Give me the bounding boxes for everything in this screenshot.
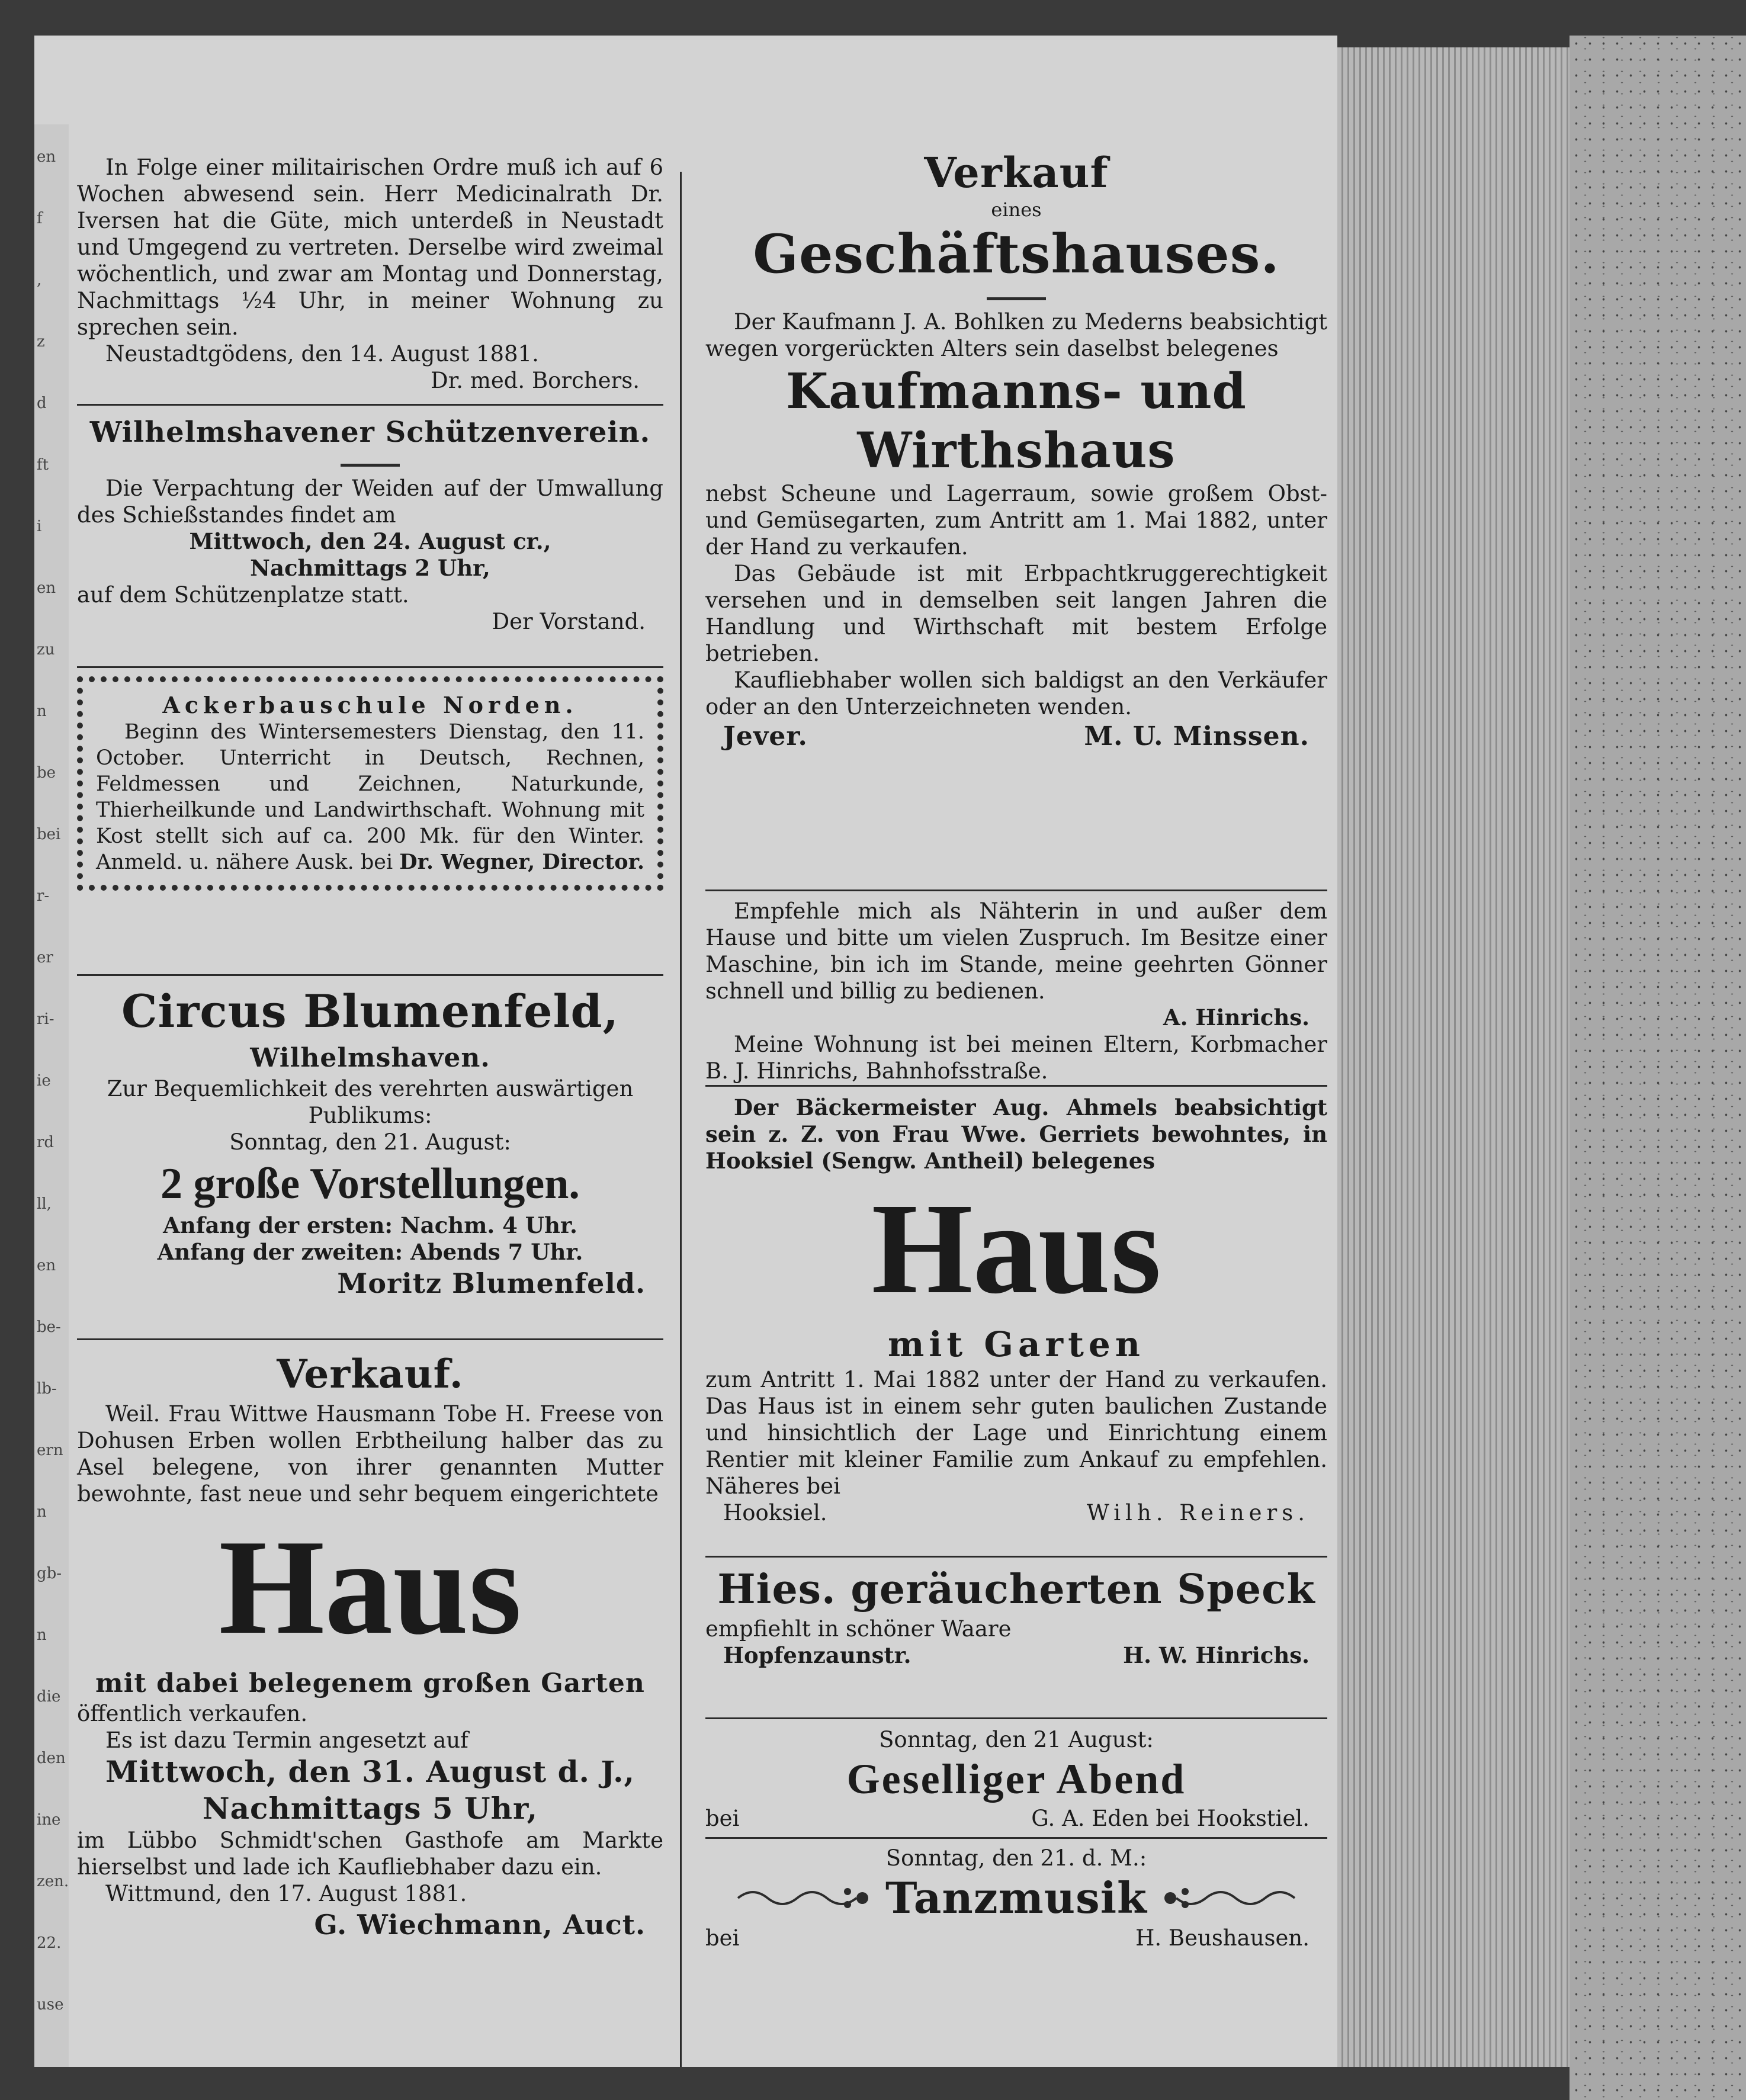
ad-text-3: Das Gebäude ist mit Erbpachtkruggerechtigkeit versehen und in demselben seit langen Jahren die Handlung und Wirthschaft mit bestem Erfolge betrieben. — [705, 561, 1327, 666]
ad-circus — [77, 982, 663, 1301]
ad-heading: Ackerbauschule Norden. — [162, 692, 578, 718]
ad-bei: bei — [705, 1925, 740, 1951]
ad-place: Jever. — [723, 721, 808, 752]
ad-director: Dr. Wegner, Director. — [399, 850, 645, 874]
ad-text: Empfehle mich als Nähterin in und außer dem Hause und bitte um vielen Zuspruch. Im Besitze einer Maschine, bin ich im Stande, meine geehrten Gönner schnell und billig zu bedienen. — [705, 898, 1327, 1004]
ad-heading-2: eines — [991, 198, 1042, 221]
separator-rule — [705, 1556, 1327, 1558]
ad-heading: Tanzmusik — [885, 1873, 1147, 1923]
ad-text-3: im Lübbo Schmidt'schen Gasthofe am Markte hierselbst und lade ich Kaufliebhaber dazu ein. — [77, 1828, 663, 1880]
margin-fragment: en — [37, 148, 56, 166]
ad-subheading: mit Garten — [888, 1324, 1145, 1364]
ad-first-show: Anfang der ersten: Nachm. 4 Uhr. — [163, 1212, 577, 1238]
ad-text-2: öffentlich verkaufen. — [77, 1701, 308, 1726]
ad-haus-hooksiel — [705, 1094, 1327, 1526]
ad-signature: Wilh. Reiners. — [1086, 1500, 1310, 1526]
margin-fragment: die — [37, 1688, 61, 1706]
ad-text-2: nebst Scheune und Lagerraum, sowie großem Obst- und Gemüsegarten, zum Antritt am 1. Mai 1882, unter der Hand zu verkaufen. — [705, 481, 1327, 560]
ad-signature: G. A. Eden bei Hookstiel. — [1031, 1806, 1310, 1831]
margin-fragment: ie — [37, 1072, 51, 1090]
ad-text-2: zum Antritt 1. Mai 1882 unter der Hand zu verkaufen. Das Haus ist in einem sehr guten baulichen Zustande und hinsichtlich der Lage und Einrichtung einem Rentier mit kleiner Familie zum Ankauf zu empfehlen. Näheres bei — [705, 1367, 1327, 1499]
ad-big-line: 2 große Vorstellungen. — [161, 1160, 580, 1208]
margin-fragment: lb- — [37, 1380, 57, 1398]
ad-heading: Verkauf — [924, 148, 1109, 197]
ad-geselliger-abend — [705, 1726, 1327, 1832]
ad-borchers — [77, 154, 663, 394]
book-page-edges — [1337, 47, 1586, 2067]
short-rule — [987, 297, 1046, 300]
margin-fragment: rd — [37, 1134, 54, 1151]
margin-fragment: r- — [37, 887, 50, 905]
ad-big-word: Haus — [871, 1176, 1161, 1321]
ad-signature: H. Beushausen. — [1135, 1925, 1310, 1951]
ad-second-show: Anfang der zweiten: Abends 7 Uhr. — [157, 1239, 583, 1265]
ad-heading: Wilhelmshavener Schützenverein. — [89, 416, 651, 449]
margin-fragment: d — [37, 394, 47, 412]
margin-fragment: n — [37, 702, 47, 720]
ad-verkauf-asel — [77, 1347, 663, 1942]
ad-signature: Der Vorstand. — [492, 609, 646, 634]
ad-geschaeftshaus — [705, 148, 1327, 753]
ad-text-2: Meine Wohnung ist bei meinen Eltern, Korbmacher B. J. Hinrichs, Bahnhofsstraße. — [705, 1032, 1327, 1084]
margin-fragment: ine — [37, 1811, 61, 1829]
margin-fragment: bei — [37, 826, 61, 843]
ornament-left-icon — [735, 1883, 871, 1913]
separator-rule — [77, 666, 663, 668]
ad-garden: mit dabei belegenem großen Garten — [95, 1668, 645, 1698]
margin-fragment: er — [37, 949, 53, 966]
margin-fragment: ri- — [37, 1010, 54, 1028]
separator-rule — [77, 974, 663, 976]
ad-termin: Es ist dazu Termin angesetzt auf — [105, 1727, 468, 1753]
margin-fragment: i — [37, 518, 42, 535]
notice-text: In Folge einer militairischen Ordre muß ich auf 6 Wochen abwesend sein. Herr Medicinalrath Dr. Iversen hat die Güte, mich unterdeß in Neustadt und Umgegend zu vertreten. Derselbe wird zweimal wöchentlich, und zwar am Montag und Donnerstag, Nachmittags ½4 Uhr, in meiner Wohnung zu sprechen sein. — [77, 155, 663, 340]
margin-fragment: f — [37, 210, 43, 227]
separator-rule — [705, 1085, 1327, 1087]
ad-ackerbauschule — [77, 676, 663, 891]
ad-text: Beginn des Wintersemesters Dienstag, den 11. October. Unterricht in Deutsch, Rechnen, Feldmessen und Zeichnen, Naturkunde, Thierheilkunde und Landwirthschaft. Wohnung mit Kost stellt sich auf ca. 200 Mk. für den Winter. Anmeld. u. nähere Ausk. bei — [96, 720, 644, 874]
previous-page-margin — [34, 124, 69, 2067]
ad-text: Die Verpachtung der Weiden auf der Umwallung des Schießstandes findet am — [77, 476, 663, 528]
newspaper-page — [34, 36, 1337, 2067]
margin-fragment: ern — [37, 1441, 63, 1459]
margin-fragment: den — [37, 1749, 66, 1767]
margin-fragment: 22. — [37, 1934, 62, 1952]
ad-heading-3: Geschäftshauses. — [753, 223, 1280, 285]
ornament-right-icon — [1161, 1883, 1298, 1913]
ad-heading: Circus Blumenfeld, — [121, 985, 620, 1038]
margin-fragment: zen. — [37, 1873, 69, 1890]
ad-heading: Hies. geräucherten Speck — [717, 1566, 1315, 1613]
margin-fragment: be — [37, 764, 56, 782]
separator-rule — [77, 1338, 663, 1340]
ad-big-2: Wirthshaus — [857, 422, 1176, 479]
separator-rule — [705, 1837, 1327, 1839]
ad-text-4: Kaufliebhaber wollen sich baldigst an den Verkäufer oder an den Unterzeichneten wenden. — [705, 667, 1327, 720]
ad-signature: M. U. Minssen. — [1084, 721, 1310, 752]
ad-naeherin — [705, 898, 1327, 1084]
ad-bei: bei — [705, 1806, 740, 1831]
margin-fragment: zu — [37, 641, 55, 659]
margin-fragment: use — [37, 1996, 64, 2014]
ad-date: Mittwoch, den 31. August d. J., — [105, 1754, 635, 1789]
ad-big-word: Haus — [219, 1511, 522, 1662]
ad-text: Weil. Frau Wittwe Hausmann Tobe H. Freese von Dohusen Erben wollen Erbtheilung halber das zu Asel belegene, von ihrer genannten Mutter bewohnte, fast neue und sehr bequem eingerichtete — [77, 1401, 663, 1507]
ad-time: Nachmittags 2 Uhr, — [250, 555, 490, 581]
notice-place-date: Neustadtgödens, den 14. August 1881. — [105, 341, 539, 367]
ad-date: Sonntag, den 21. d. M.: — [885, 1845, 1147, 1871]
ad-text-2: auf dem Schützenplatze statt. — [77, 582, 409, 608]
ad-place-date: Wittmund, den 17. August 1881. — [105, 1881, 467, 1906]
ad-signature: A. Hinrichs. — [1163, 1004, 1310, 1030]
ad-date: Mittwoch, den 24. August cr., — [189, 528, 551, 554]
ad-signature: Moritz Blumenfeld. — [337, 1267, 646, 1299]
ad-signature: G. Wiechmann, Auct. — [314, 1909, 646, 1941]
book-cover-marbled — [1570, 36, 1746, 2100]
separator-rule — [705, 890, 1327, 891]
separator-rule — [77, 404, 663, 406]
margin-fragment: n — [37, 1626, 47, 1644]
ad-signature: H. W. Hinrichs. — [1123, 1642, 1310, 1668]
margin-fragment: gb- — [37, 1565, 62, 1582]
ad-date: Sonntag, den 21. August: — [229, 1129, 511, 1155]
ad-heading: Verkauf. — [277, 1351, 464, 1397]
margin-fragment: , — [37, 271, 42, 289]
separator-rule — [705, 1717, 1327, 1719]
ad-place: Hopfenzaunstr. — [723, 1642, 911, 1668]
ad-heading: Geselliger Abend — [846, 1755, 1186, 1803]
margin-fragment: n — [37, 1503, 47, 1521]
ad-date: Sonntag, den 21 August: — [879, 1727, 1154, 1752]
margin-fragment: ll, — [37, 1195, 52, 1213]
margin-fragment: ft — [37, 456, 49, 474]
margin-fragment: z — [37, 333, 45, 351]
margin-fragment: be- — [37, 1318, 61, 1336]
margin-fragment: en — [37, 1257, 56, 1274]
ad-text: Zur Bequemlichkeit des verehrten auswärtigen Publikums: — [107, 1076, 634, 1128]
ad-place: Wilhelmshaven. — [250, 1043, 490, 1073]
ad-schuetzenverein — [77, 412, 663, 635]
ad-text: Der Bäckermeister Aug. Ahmels beabsichtigt sein z. Z. von Frau Wwe. Gerriets bewohntes, in Hooksiel (Sengw. Antheil) belegenes — [705, 1094, 1327, 1174]
ad-time: Nachmittags 5 Uhr, — [202, 1791, 538, 1826]
ad-place: Hooksiel. — [723, 1500, 827, 1526]
ad-text: empfiehlt in schöner Waare — [705, 1616, 1012, 1642]
ad-tanzmusik — [705, 1845, 1327, 1951]
margin-fragment: en — [37, 579, 56, 597]
ad-big-1: Kaufmanns- und — [786, 363, 1247, 420]
notice-signature: Dr. med. Borchers. — [430, 368, 640, 393]
column-divider — [680, 172, 682, 2067]
ad-speck — [705, 1563, 1327, 1669]
short-rule — [341, 464, 400, 467]
ad-text: Der Kaufmann J. A. Bohlken zu Mederns beabsichtigt wegen vorgerückten Alters sein daselbst belegenes — [705, 309, 1327, 361]
